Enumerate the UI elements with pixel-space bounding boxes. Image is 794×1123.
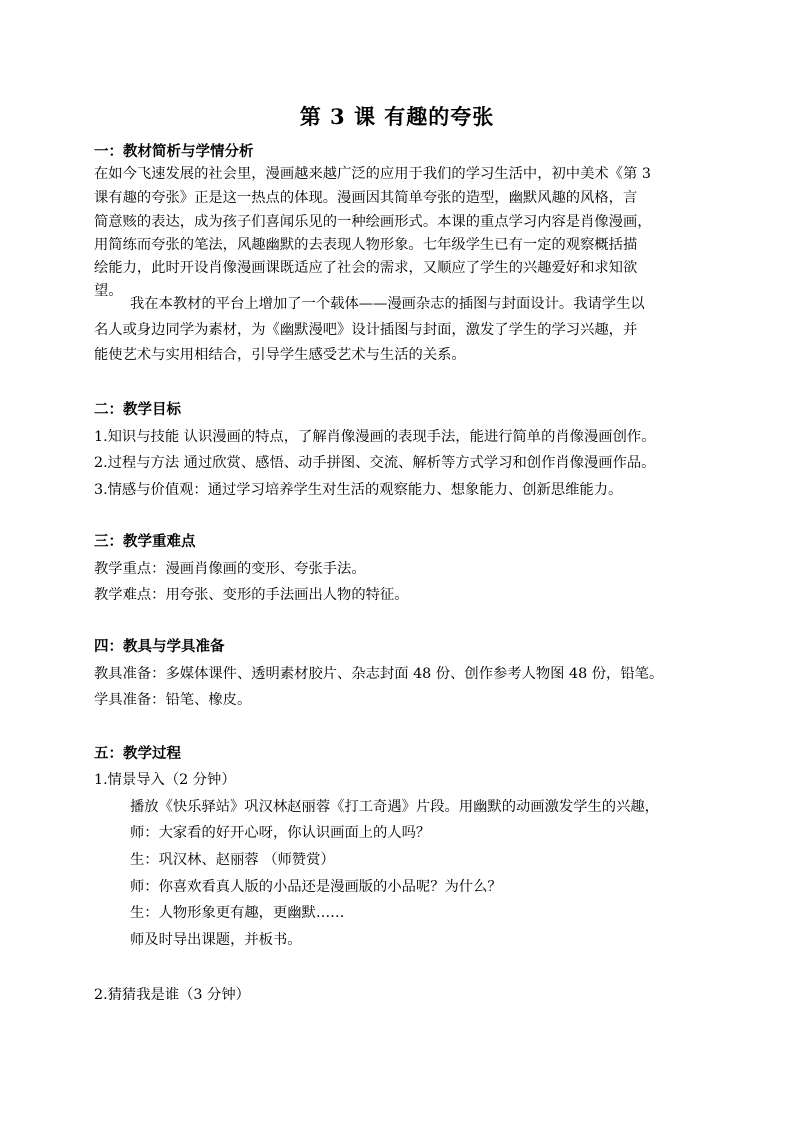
section-heading-process: 五：教学过程	[94, 745, 181, 762]
process-step-line: 播放《快乐驿站》巩汉林赵丽蓉《打工奇遇》片段。用幽默的动画激发学生的兴趣，	[130, 799, 659, 815]
materials-item: 学具准备：铅笔、橡皮。	[94, 692, 252, 708]
paragraph-line: 用简练而夸张的笔法，风趣幽默的去表现人物形象。七年级学生已有一定的观察概括描	[94, 237, 638, 253]
process-step-line: 师：你喜欢看真人版的小品还是漫画版的小品呢？为什么？	[130, 879, 502, 895]
paragraph-line: 简意赅的表达，成为孩子们喜闻乐见的一种绘画形式。本课的重点学习内容是肖像漫画，	[94, 214, 652, 230]
process-step-line: 师及时导出课题，并板书。	[130, 932, 302, 948]
paragraph-line: 名人或身边同学为素材，为《幽默漫吧》设计插图与封面，激发了学生的学习兴趣，并	[94, 322, 638, 338]
section-heading-materials: 四：教具与学具准备	[94, 638, 225, 655]
paragraph-line: 能使艺术与实用相结合，引导学生感受艺术与生活的关系。	[94, 347, 466, 363]
section-heading-key-points: 三：教学重难点	[94, 533, 196, 550]
process-step-line: 师：大家看的好开心呀，你认识画面上的人吗？	[130, 825, 431, 841]
process-step-line: 生：人物形象更有趣，更幽默……	[130, 905, 345, 921]
paragraph-line: 课有趣的夸张》正是这一热点的体现。漫画因其简单夸张的造型，幽默风趣的风格，言	[94, 190, 638, 206]
paragraph-line: 绘能力，此时开设肖像漫画课既适应了社会的需求，又顺应了学生的兴趣爱好和求知欲	[94, 260, 638, 276]
section-heading-analysis: 一：教材简析与学情分析	[94, 143, 254, 160]
process-step-title: 1.情景导入（2 分钟）	[94, 772, 236, 788]
key-point-item: 教学难点：用夸张、变形的手法画出人物的特征。	[94, 587, 409, 603]
materials-item: 教具准备：多媒体课件、透明素材胶片、杂志封面 48 份、创作参考人物图 48 份，铅笔。	[94, 666, 664, 682]
paragraph-line: 望。	[94, 283, 123, 299]
page-title: 第 3 课 有趣的夸张	[299, 104, 495, 129]
paragraph-line: 在如今飞速发展的社会里，漫画越来越广泛的应用于我们的学习生活中，初中美术《第 3	[94, 166, 651, 182]
process-step-line: 生：巩汉林、赵丽蓉 （师赞赏）	[130, 852, 335, 868]
process-step-title: 2.猜猜我是谁（3 分钟）	[94, 987, 250, 1003]
objective-item: 3.情感与价值观：通过学习培养学生对生活的观察能力、想象能力、创新思维能力。	[94, 482, 623, 498]
objective-item: 2.过程与方法 通过欣赏、感悟、动手拼图、交流、解析等方式学习和创作肖像漫画作品。	[94, 455, 656, 471]
paragraph-line: 我在本教材的平台上增加了一个载体——漫画杂志的插图与封面设计。我请学生以	[130, 296, 645, 312]
key-point-item: 教学重点：漫画肖像画的变形、夸张手法。	[94, 561, 366, 577]
section-heading-objectives: 二：教学目标	[94, 401, 181, 418]
objective-item: 1.知识与技能 认识漫画的特点，了解肖像漫画的表现手法，能进行简单的肖像漫画创作。	[94, 429, 656, 445]
